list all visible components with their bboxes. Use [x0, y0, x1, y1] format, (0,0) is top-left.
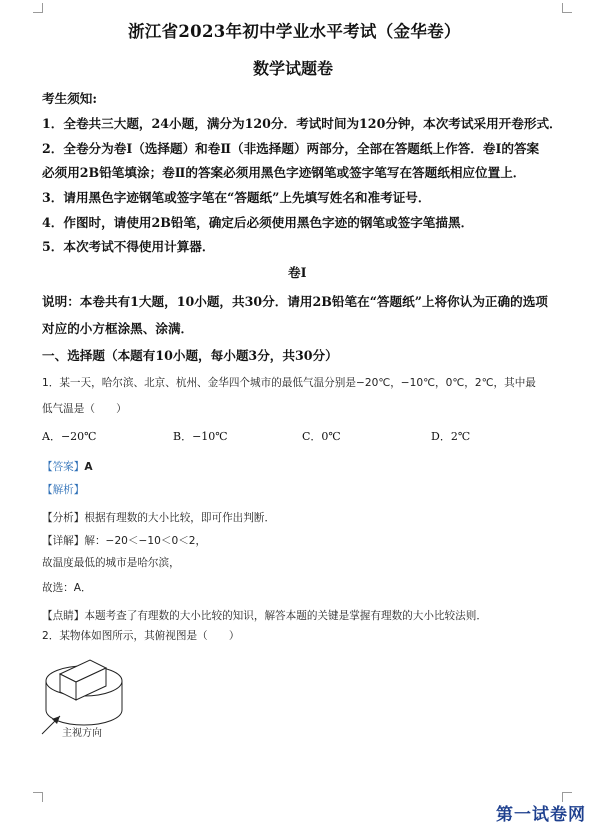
q1-option-a: A．−20℃: [42, 430, 97, 443]
q1-option-c: C．0℃: [302, 430, 341, 443]
q1-stem: 低气温是（ ）: [42, 403, 127, 415]
section-desc: 说明：本卷共有1大题，10小题，共30分．请用2B铅笔在“答题纸”上将你认为正确的选项: [42, 294, 548, 309]
page-subtitle: 数学试题卷: [253, 59, 334, 78]
xiangjie-text: 解：−20＜−10＜0＜2，: [84, 535, 207, 547]
corner-mark-top-right: [562, 3, 572, 13]
dianjing-tag: 【点睛】: [42, 610, 85, 622]
q1-fenxi: [42, 506, 275, 525]
fenxi-text: 根据有理数的大小比较，即可作出判断．: [84, 512, 276, 524]
notice-line: 必须用2B铅笔填涂；卷Ⅱ的答案必须用黑色字迹钢笔或签字笔写在答题纸相应位置上．: [42, 165, 526, 180]
fenxi-tag: 【分析】: [42, 512, 85, 524]
notice-line: 1．全卷共三大题，24小题，满分为120分．考试时间为120分钟，本次考试采用开卷形式．: [42, 116, 562, 131]
section-title: 卷Ⅰ: [288, 265, 307, 280]
q1-choice: 故选：A．: [42, 582, 92, 594]
q1-option-b: B．−10℃: [173, 430, 228, 443]
q2-figure-label: 主视方向: [62, 728, 102, 739]
analysis-tag: 【解析】: [42, 484, 85, 496]
dianjing-text: 本题考查了有理数的大小比较的知识，解答本题的关键是掌握有理数的大小比较法则．: [84, 610, 487, 622]
answer-value: A: [84, 461, 93, 473]
notice-line: 2．全卷分为卷Ⅰ（选择题）和卷Ⅱ（非选择题）两部分，全部在答题纸上作答．卷Ⅰ的答案: [42, 141, 540, 156]
notice-heading: 考生须知:: [42, 91, 98, 106]
q1-answer: [42, 455, 93, 474]
page-title: 浙江省2023年初中学业水平考试（金华卷）: [128, 22, 461, 41]
notice-line: 4．作图时，请使用2B铅笔，确定后必须使用黑色字迹的钢笔或签字笔描黑．: [42, 215, 474, 230]
q1-stem: 1．某一天，哈尔滨、北京、杭州、金华四个城市的最低气温分别是−20℃，−10℃，0℃，2℃，其中最: [42, 377, 536, 389]
corner-mark-bottom-left: [33, 792, 43, 802]
corner-mark-top-left: [33, 3, 43, 13]
watermark: 第一试卷网: [496, 805, 586, 825]
answer-tag: 【答案】: [42, 461, 85, 473]
q1-dianjing: [42, 604, 487, 623]
part-title: 一、选择题（本题有10小题，每小题3分，共30分）: [42, 348, 338, 363]
q1-conclusion: 故温度最低的城市是哈尔滨，: [42, 557, 180, 569]
notice-line: 5．本次考试不得使用计算器．: [42, 239, 215, 254]
q2-stem: 2．某物体如图所示，其俯视图是（ ）: [42, 630, 240, 642]
section-desc: 对应的小方框涂黑、涂满．: [42, 321, 194, 336]
notice-line: 3．请用黑色字迹钢笔或签字笔在“答题纸”上先填写姓名和准考证号．: [42, 190, 431, 205]
xiangjie-tag: 【详解】: [42, 535, 85, 547]
q1-xiangjie: [42, 529, 206, 548]
q1-option-d: D．2℃: [431, 430, 471, 443]
